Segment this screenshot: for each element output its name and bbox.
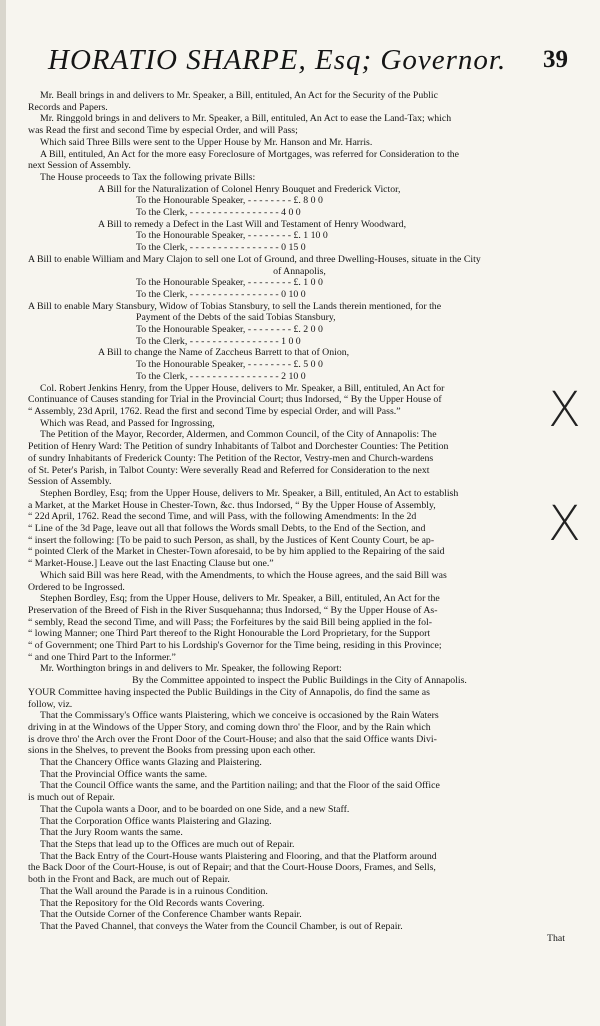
text-line: of Annapolis,: [273, 265, 326, 277]
text-line: both in the Front and Back, are much out of Repair.: [28, 874, 230, 886]
text-line: That the Jury Room wants the same.: [40, 827, 183, 839]
text-line: That the Repository for the Old Records wants Covering.: [40, 897, 265, 909]
text-line: “ lowing Manner; one Third Part thereof to the Right Honourable the Lord Proprietary, for the Support: [28, 628, 431, 640]
text-line: To the Clerk, - - - - - - - - - - - - - - - - 0 10 0: [136, 288, 306, 300]
text-line: “ and one Third Part to the Informer.”: [28, 651, 176, 663]
text-line: To the Clerk, - - - - - - - - - - - - - - - - 2 10 0: [136, 370, 306, 382]
text-line: the Back Door of the Court-House, is out of Repair; and that the Court-House Doors, Frames, and Sells,: [28, 862, 436, 874]
text-line: To the Honourable Speaker, - - - - - - - - £. 8 0 0: [136, 195, 323, 207]
margin-x-mark: X: [548, 382, 581, 438]
text-line: a Market, at the Market House in Chester-Town, &c. thus Indorsed, “ By the Upper House of Assembly,: [28, 499, 436, 511]
text-line: That the Cupola wants a Door, and to be boarded on one Side, and a new Staff.: [40, 803, 350, 815]
text-line: That the Back Entry of the Court-House wants Plaistering and Flooring, and that the Platform around: [40, 850, 437, 862]
text-line: That the Wall around the Parade is in a ruinous Condition.: [40, 885, 268, 897]
text-line: “ 22d April, 1762. Read the second Time, and will Pass, with the following Amendments: In the 2d: [28, 511, 417, 523]
text-line: “ of Government; one Third Part to his Lordship's Governor for the Time being, residing in this Province;: [28, 640, 442, 652]
text-line: Mr. Beall brings in and delivers to Mr. Speaker, a Bill, entituled, An Act for the Security of the Public: [40, 90, 438, 101]
text-line: “ Market-House.] Leave out the last Enacting Clause but one.”: [28, 558, 274, 570]
text-line: A Bill for the Naturalization of Colonel Henry Bouquet and Frederick Victor,: [98, 183, 401, 195]
text-line: To the Honourable Speaker, - - - - - - - - £. 1 0 0: [136, 277, 323, 289]
text-line: of sundry Inhabitants of Frederick County: The Petition of the Rector, Vestry-men and Church-wardens: [28, 452, 434, 464]
text-line: Preservation of the Breed of Fish in the River Susquehanna; thus Indorsed, “ By the Upper House of As-: [28, 604, 438, 616]
text-line: “ pointed Clerk of the Market in Chester-Town aforesaid, to be by him applied to the Repairing of the said: [28, 546, 445, 558]
text-line: To the Honourable Speaker, - - - - - - - - £. 2 0 0: [136, 324, 323, 336]
text-line: “ insert the following: [To be paid to such Person, as shall, by the Justices of Kent County Court, be ap-: [28, 534, 435, 546]
text-line: was Read the first and second Time by especial Order, and will Pass;: [28, 125, 298, 137]
page-title: HORATIO SHARPE, Esq; Governor.: [48, 44, 507, 76]
text-line: sions in the Shelves, to prevent the Books from pressing upon each other.: [28, 745, 316, 757]
text-line: is much out of Repair.: [28, 792, 115, 804]
page-edge-shadow: [0, 0, 6, 1026]
text-line: next Session of Assembly.: [28, 160, 131, 172]
text-line: “ Line of the 3d Page, leave out all that follows the Words small Debts, to the End of the Section, and: [28, 523, 426, 535]
text-line: That the Commissary's Office wants Plaistering, which we conceive is occasioned by the Rain Waters: [40, 710, 439, 722]
text-line: To the Honourable Speaker, - - - - - - - - £. 5 0 0: [136, 359, 323, 371]
text-line: To the Clerk, - - - - - - - - - - - - - - - - 0 15 0: [136, 242, 306, 254]
text-line: Continuance of Causes standing for Trial in the Provincial Court; thus Indorsed, “ By the Upper House of: [28, 394, 442, 406]
text-line: Session of Assembly.: [28, 476, 112, 488]
text-line: To the Clerk, - - - - - - - - - - - - - - - - 1 0 0: [136, 335, 301, 347]
text-line: Stephen Bordley, Esq; from the Upper House, delivers to Mr. Speaker, a Bill, entituled, An Act for the: [40, 593, 440, 605]
text-line: Records and Papers.: [28, 101, 108, 113]
text-line: Ordered to be Ingrossed.: [28, 581, 125, 593]
text-line: “ Assembly, 23d April, 1762. Read the first and second Time by especial Order, and will Pass.”: [28, 405, 401, 417]
text-line: That: [547, 932, 565, 944]
text-line: The Petition of the Mayor, Recorder, Aldermen, and Common Council, of the City of Annapolis: The: [40, 429, 437, 441]
text-line: That the Provincial Office wants the same.: [40, 768, 208, 780]
text-line: The House proceeds to Tax the following private Bills:: [40, 171, 256, 183]
text-line: Which was Read, and Passed for Ingrossing,: [40, 417, 215, 429]
text-line: That the Chancery Office wants Glazing and Plaistering.: [40, 757, 262, 769]
text-line: Mr. Ringgold brings in and delivers to Mr. Speaker, a Bill, entituled, An Act to ease the Land-Tax; which: [40, 113, 452, 125]
text-line: A Bill to enable Mary Stansbury, Widow of Tobias Stansbury, to sell the Lands therein mentioned, for the: [28, 300, 442, 312]
page-header: [40, 44, 580, 80]
text-line: By the Committee appointed to inspect the Public Buildings in the City of Annapolis.: [132, 675, 467, 687]
text-line: follow, viz.: [28, 698, 73, 710]
text-line: That the Steps that lead up to the Offices are much out of Repair.: [40, 839, 295, 850]
text-line: A Bill to remedy a Defect in the Last Will and Testament of Henry Woodward,: [98, 218, 407, 230]
margin-x-mark: X: [548, 496, 581, 552]
text-line: A Bill to change the Name of Zaccheus Barrett to that of Onion,: [98, 347, 350, 359]
text-line: A Bill to enable William and Mary Clajon to sell one Lot of Ground, and three Dwelling-Houses, situate in the City: [28, 253, 481, 265]
text-line: That the Outside Corner of the Conference Chamber wants Repair.: [40, 909, 302, 921]
text-line: Petition of Henry Ward: The Petition of sundry Inhabitants of Talbot and Dorchester Counties: The Petition: [28, 441, 449, 453]
text-line: That the Paved Channel, that conveys the Water from the Council Chamber, is out of Repair.: [40, 920, 403, 932]
text-line: Which said Bill was here Read, with the Amendments, to which the House agrees, and the said Bill was: [40, 569, 447, 581]
text-line: “ sembly, Read the second Time, and will Pass; the Forfeitures by the said Bill being applied in the fol-: [28, 616, 432, 628]
text-line: Which said Three Bills were sent to the Upper House by Mr. Hanson and Mr. Harris.: [40, 136, 373, 148]
text-line: Col. Robert Jenkins Henry, from the Upper House, delivers to Mr. Speaker, a Bill, entituled, An Act for: [40, 382, 445, 394]
text-line: To the Clerk, - - - - - - - - - - - - - - - - 4 0 0: [136, 207, 301, 219]
page-number: 39: [543, 46, 568, 73]
text-line: YOUR Committee having inspected the Public Buildings in the City of Annapolis, do find the same as: [28, 686, 430, 698]
text-line: To the Honourable Speaker, - - - - - - - - £. 1 10 0: [136, 230, 328, 242]
text-line: A Bill, entituled, An Act for the more easy Foreclosure of Mortgages, was referred for Consideration to the: [40, 148, 459, 160]
text-line: That the Council Office wants the same, and the Partition nailing; and that the Floor of the said Office: [40, 780, 440, 792]
text-line: is drove thro' the Arch over the Front Door of the Court-House; and also that the said Office wants Divi-: [28, 733, 437, 745]
document-body: [28, 90, 571, 1005]
text-line: of St. Peter's Parish, in Talbot County: Were severally Read and Referred for Consideration to the next: [28, 464, 430, 476]
text-line: Mr. Worthington brings in and delivers to Mr. Speaker, the following Report:: [40, 663, 342, 675]
text-line: Stephen Bordley, Esq; from the Upper House, delivers to Mr. Speaker, a Bill, entituled, An Act to establish: [40, 487, 459, 499]
text-line: That the Corporation Office wants Plaistering and Glazing.: [40, 815, 272, 827]
text-line: Payment of the Debts of the said Tobias Stansbury,: [136, 312, 336, 324]
text-line: driving in at the Windows of the Upper Story, and coming down thro' the Floor, and by the Rain which: [28, 721, 431, 733]
